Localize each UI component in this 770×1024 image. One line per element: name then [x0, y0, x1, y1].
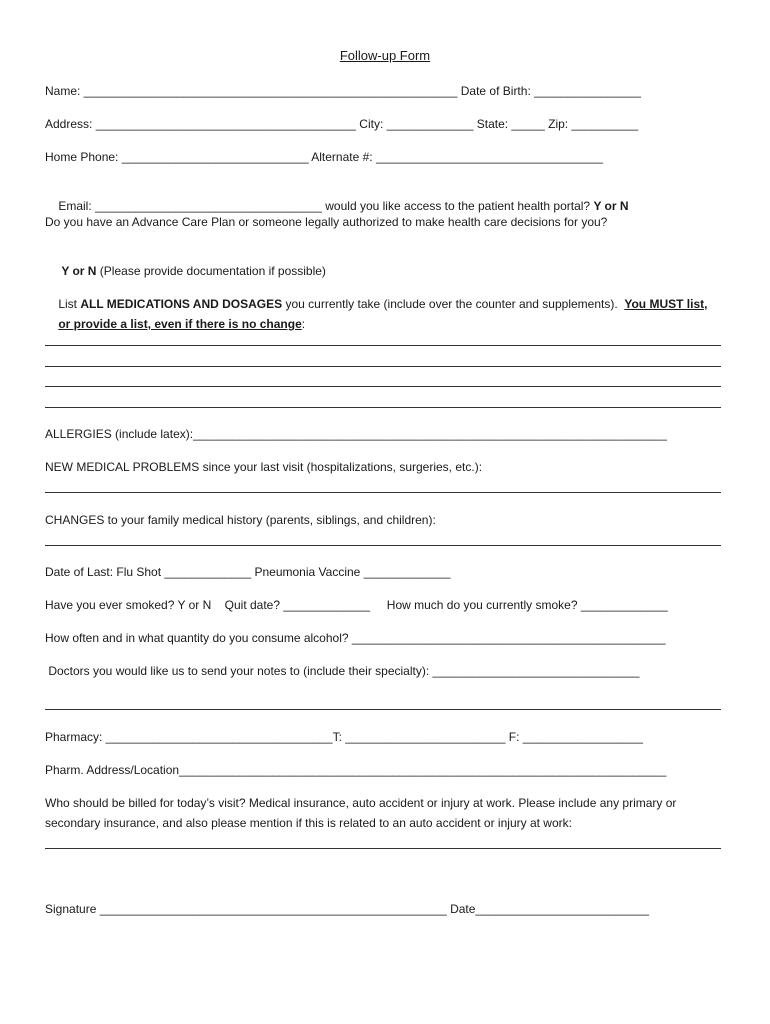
family-history-label: CHANGES to your family medical history (parents, siblings, and children):	[45, 513, 436, 527]
family-history-line[interactable]	[45, 545, 721, 546]
medications-instruction-2	[45, 300, 725, 348]
signature-line[interactable]: Signature ____________________________________________________ Date__________________________	[45, 902, 649, 916]
form-title: Follow-up Form	[339, 48, 431, 63]
meds-text-c: you currently take (include over the counter and supplements).	[282, 297, 625, 311]
meds-text-a: List	[58, 297, 81, 311]
smoking-line[interactable]: Have you ever smoked? Y or N Quit date? _____________ How much do you currently smoke? _____________	[45, 598, 668, 612]
address-line[interactable]: Address: _______________________________________ City: _____________ State: _____ Zip: __________	[45, 117, 639, 131]
allergies-line[interactable]: ALLERGIES (include latex):_______________________________________________________________________	[45, 427, 667, 441]
meds-provide-list: or provide a list, even if there is no change	[58, 317, 302, 331]
vaccines-line[interactable]: Date of Last: Flu Shot _____________ Pneumonia Vaccine _____________	[45, 565, 451, 579]
meds-colon: :	[301, 317, 306, 331]
medications-line-4[interactable]	[45, 407, 721, 408]
advance-care-note: (Please provide documentation if possible)	[96, 264, 326, 278]
name-dob-line[interactable]: Name: ________________________________________________________ Date of Birth: ________________	[45, 84, 641, 98]
medications-line-3[interactable]	[45, 386, 721, 387]
billing-line[interactable]	[45, 848, 721, 849]
meds-must-list: You MUST list,	[624, 297, 708, 311]
doctors-extra-line[interactable]	[45, 709, 721, 710]
portal-yes-no[interactable]: Y or N	[593, 199, 629, 213]
pharmacy-line[interactable]: Pharmacy: __________________________________T: ________________________ F: __________________	[45, 730, 643, 744]
medications-line-1[interactable]	[45, 345, 721, 346]
advance-care-yes-no[interactable]: Y or N	[61, 264, 97, 278]
phone-line[interactable]: Home Phone: ____________________________ Alternate #: __________________________________	[45, 150, 603, 164]
pharmacy-address-line[interactable]: Pharm. Address/Location_________________________________________________________________________	[45, 763, 667, 777]
alcohol-line[interactable]: How often and in what quantity do you consume alcohol? _______________________________________________	[45, 631, 666, 645]
billing-question-1: Who should be billed for today’s visit? Medical insurance, auto accident or injury at work. Please include any primary or	[45, 796, 677, 810]
new-problems-label: NEW MEDICAL PROBLEMS since your last visit (hospitalizations, surgeries, etc.):	[45, 460, 483, 474]
medications-line-2[interactable]	[45, 366, 721, 367]
advance-care-question: Do you have an Advance Care Plan or someone legally authorized to make health care decisions for you?	[45, 215, 608, 229]
meds-text-bold: ALL MEDICATIONS AND DOSAGES	[80, 297, 283, 311]
email-text: Email: __________________________________ would you like access to the patient health portal?	[58, 199, 594, 213]
billing-question-2: secondary insurance, and also please mention if this is related to an auto accident or injury at work:	[45, 816, 572, 830]
new-problems-line[interactable]	[45, 492, 721, 493]
doctors-line[interactable]: Doctors you would like us to send your notes to (include their specialty): _______________________________	[45, 664, 640, 678]
